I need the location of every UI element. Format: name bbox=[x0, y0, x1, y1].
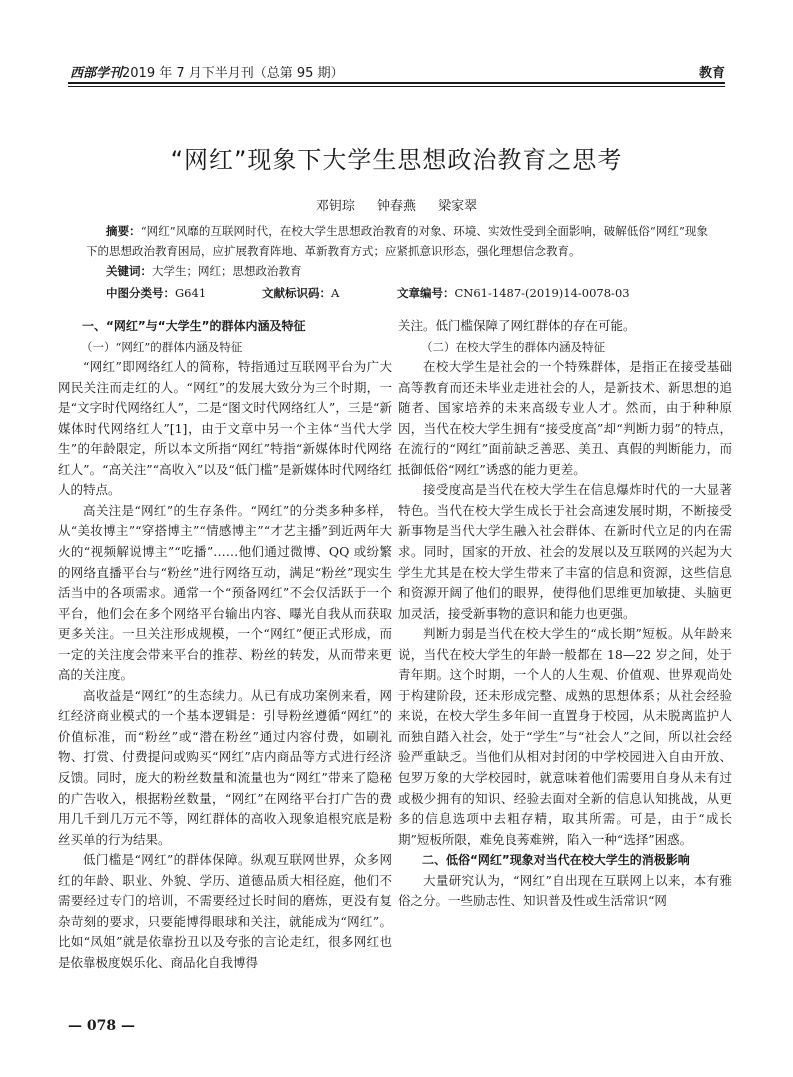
abstract-label: 摘要： bbox=[106, 224, 141, 238]
doc-code-value: A bbox=[331, 286, 340, 300]
article-no-info bbox=[397, 285, 630, 301]
abstract bbox=[86, 221, 708, 261]
keywords-text: 大学生；网红；思想政治教育 bbox=[152, 264, 302, 278]
issue-info: 2019 年 7 月下半月刊（总第 95 期） bbox=[122, 66, 344, 81]
paragraph: 在校大学生是社会的一个特殊群体，是指正在接受基础高等教育而还未毕业走进社会的人，是新技术、新思想的追随者、国家培养的未来高级专业人才。然而，由于种种原因，当代在校大学生拥有“接受度高”却“判断力弱”的特点，在流行的“网红”面前缺乏善恶、美丑、真假的判断能力，而抵御低俗“网红”诱惑的能力更差。 bbox=[398, 359, 732, 477]
paragraph: 接受度高是当代在校大学生在信息爆炸时代的一大显著特色。当代在校大学生成长于社会高速发展时期，不断接受新事物是当代大学生融入社会群体、在新时代立足的内在需求。同时，国家的开放、社会的发展以及互联网的兴起为大学生尤其是在校大学生带来了丰富的信息和资源，这些信息和资源开阔了他们的眼界，使得他们思维更加敏捷、头脑更加灵活，接受新事物的意识和能力也更强。 bbox=[398, 482, 732, 621]
clc-value: G641 bbox=[175, 286, 207, 300]
left-column bbox=[58, 316, 392, 974]
section-heading-1: 一、“网红”与“大学生”的群体内涵及特征 bbox=[82, 319, 306, 333]
subsection-heading-1-2: （二）在校大学生的群体内涵及特征 bbox=[421, 339, 605, 354]
article-no-label: 文章编号： bbox=[397, 286, 455, 300]
subsection-heading-1-1: （一）“网红”的群体内涵及特征 bbox=[81, 339, 243, 354]
doc-code-label: 文献标识码： bbox=[262, 286, 331, 300]
header-rule bbox=[68, 82, 725, 84]
paragraph: “网红”即网络红人的简称，特指通过互联网平台为广大网民关注而走红的人。“网红”的发展大致分为三个时期，一是“文字时代网络红人”，二是“图文时代网络红人”，三是“新媒体时代网络红人”[1]，由于文章中另一个主体“当代大学生”的年龄限定，所以本文所指“网红”特指“新媒体时代网络红人”。“高关注”“高收入”以及“低门槛”是新媒体时代网络红人的特点。 bbox=[58, 359, 392, 498]
article-title: “网红”现象下大学生思想政治教育之思考 bbox=[170, 146, 623, 174]
keywords-label: 关键词： bbox=[106, 264, 152, 278]
section-heading-2: 二、低俗“网红”现象对当代在校大学生的消极影响 bbox=[422, 853, 690, 868]
clc-info bbox=[106, 285, 206, 301]
running-header-left bbox=[70, 62, 344, 81]
paragraph-continued: 关注。低门槛保障了网红群体的存在可能。 bbox=[398, 318, 636, 333]
keywords bbox=[106, 263, 302, 279]
journal-logo: 西部学刊 bbox=[70, 66, 123, 81]
clc-label: 中图分类号： bbox=[106, 286, 175, 300]
section-label: 教育 bbox=[698, 66, 725, 81]
article-authors: 邓钥琮 钟春燕 梁家翠 bbox=[315, 199, 478, 214]
page-number: — 078 — bbox=[68, 1018, 135, 1034]
paragraph: 大量研究认为，“网红”自出现在互联网上以来，本有雅俗之分。一些励志性、知识普及性或生活常识“网 bbox=[398, 872, 732, 909]
article-no-value: CN61-1487-(2019)14-0078-03 bbox=[454, 286, 630, 300]
doc-code-info bbox=[262, 285, 339, 301]
abstract-text: “网红”风靡的互联网时代，在校大学生思想政治教育的对象、环境、实效性受到全面影响，破解低俗“网红”现象下的思想政治教育困局，应扩展教育阵地、革新教育方式；应紧抓意识形态，强化理想信念教育。 bbox=[86, 224, 709, 258]
header-rule-thin bbox=[68, 86, 725, 87]
paragraph: 高关注是“网红”的生存条件。“网红”的分类多种多样，从“美妆博主”“穿搭博主”“情感博主”“才艺主播”到近两年大火的“视频解说博主”“吃播”……他们通过微博、QQ 或纷繁的网络直播平台与“粉丝”进行网络互动，满足“粉丝”现实生活当中的各项需求。通常一个“预备网红”不会仅活跃于一个平台，他们会在多个网络平台输出内容、曝光自我从而获取更多关注。一旦关注形成规模，一个“网红”便正式形成，而一定的关注度会带来平台的推荐、粉丝的转发，从而带来更高的关注度。 bbox=[58, 502, 392, 683]
paragraph: 判断力弱是当代在校大学生的“成长期”短板。从年龄来说，当代在校大学生的年龄一般都在 18—22 岁之间，处于青年期。这个时期，一个人的人生观、价值观、世界观尚处于构建阶段，还未形成完整、成熟的思想体系；从社会经验来说，在校大学生多年间一直置身于校园，从未脱离监护人而独自踏入社会，处于“学生”与“社会人”之间，所以社会经验严重缺乏。当他们从相对封闭的中学校园进入自由开放、包罗万象的大学校园时，就意味着他们需要用自身从未有过或极少拥有的知识、经验去面对全新的信息认知挑战，从更多的信息选项中去粗存精，取其所需。可是，由于“成长期”短板所限，难免良莠难辨，陷入一种“选择”困惑。 bbox=[398, 626, 732, 847]
paragraph: 低门槛是“网红”的群体保障。纵观互联网世界，众多网红的年龄、职业、外貌、学历、道德品质大相径庭，他们不需要经过专门的培训，不需要经过长时间的磨炼，更没有复杂苛刻的要求，只要能博得眼球和关注，就能成为“网红”。比如“凤姐”就是依靠扮丑以及夸张的言论走红，很多网红也是依靠极度娱乐化、商品化自我博得 bbox=[58, 852, 392, 970]
paragraph: 高收益是“网红”的生态续力。从已有成功案例来看，网红经济商业模式的一个基本逻辑是：引导粉丝遵循“网红”的价值标准，而“粉丝”或“潜在粉丝”通过内容付费，如刷礼物、打赏、付费提问或购买“网红”店内商品等方式进行经济反馈。同时，庞大的粉丝数量和流量也为“网红”带来了隐秘的广告收入，根据粉丝数量，“网红”在网络平台打广告的费用几千到几万元不等，网红群体的高收入现象追根究底是粉丝买单的行为结果。 bbox=[58, 687, 392, 847]
right-column bbox=[398, 316, 732, 912]
